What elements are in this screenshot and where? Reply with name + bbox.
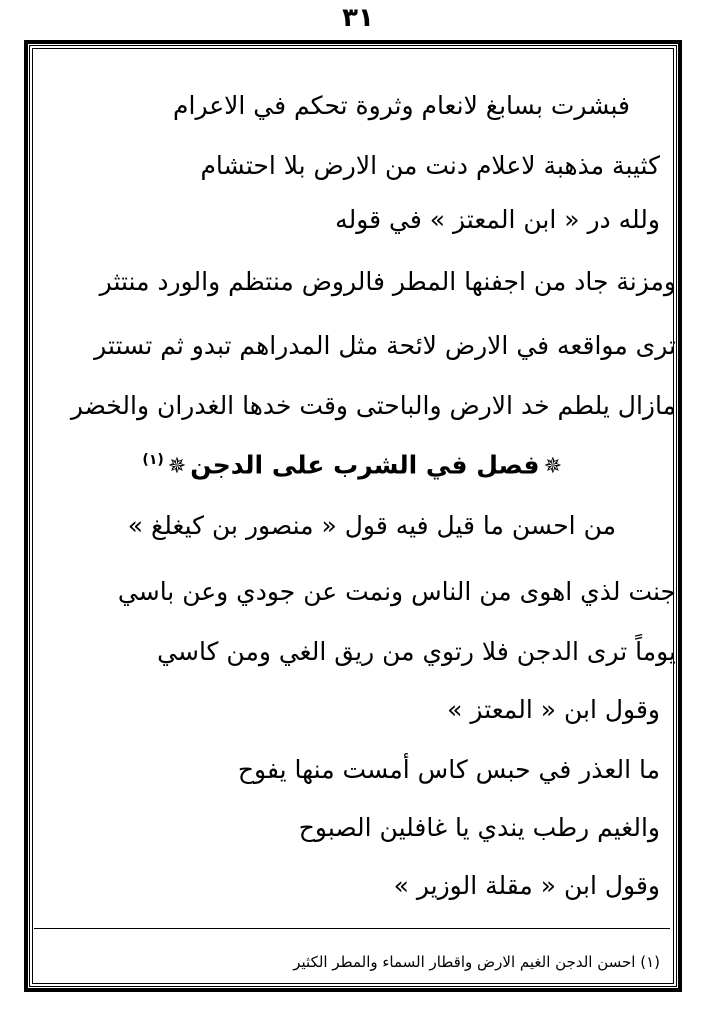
prose-line-1: ولله در « ابن المعتز » في قوله (335, 205, 660, 234)
verse-line-5: مازال يلطم خد الارض والباحتى وقت خدها الغدران والخضر (70, 391, 676, 420)
verse-line-8: ما العذر في حبس كاس أمست منها يفوح (237, 755, 660, 784)
prose-line-2: من احسن ما قيل فيه قول « منصور بن كيغلغ » (127, 511, 616, 540)
verse-line-2: كثيبة مذهبة لاعلام دنت من الارض بلا احتشام (200, 151, 660, 180)
prose-line-4: وقول ابن « مقلة الوزير » (393, 871, 660, 900)
prose-line-3: وقول ابن « المعتز » (447, 695, 660, 724)
page-number: ٣١ (342, 3, 374, 33)
footnote-marker: (١) (142, 452, 164, 468)
verse-line-7: يوماً ترى الدجن فلا رتوي من ريق الغي ومن كاسي (157, 637, 676, 666)
verse-line-3: ومزنة جاد من اجفنها المطر فالروض منتظم والورد منتثر (99, 267, 676, 296)
footnote-text: (١) احسن الدجن الغيم الارض واقطار السماء والمطر الكثير (293, 953, 660, 971)
section-heading-text: فصل في الشرب على الدجن (190, 450, 540, 480)
verse-line-6: جنت لذي اهوى من الناس ونمت عن جودي وعن باسي (117, 577, 676, 606)
section-heading (142, 440, 566, 480)
verse-line-9: والغيم رطب يندي يا غافلين الصبوح (298, 813, 660, 842)
ornament-left-icon: ✵ (167, 454, 187, 480)
verse-line-1: فبشرت بسابغ لانعام وثروة تحكم في الاعرام (173, 91, 630, 120)
ornament-right-icon: ✵ (543, 454, 562, 480)
footnote-separator (34, 928, 670, 929)
verse-line-4: ترى مواقعه في الارض لائحة مثل المدراهم تبدو ثم تستتر (94, 331, 676, 360)
